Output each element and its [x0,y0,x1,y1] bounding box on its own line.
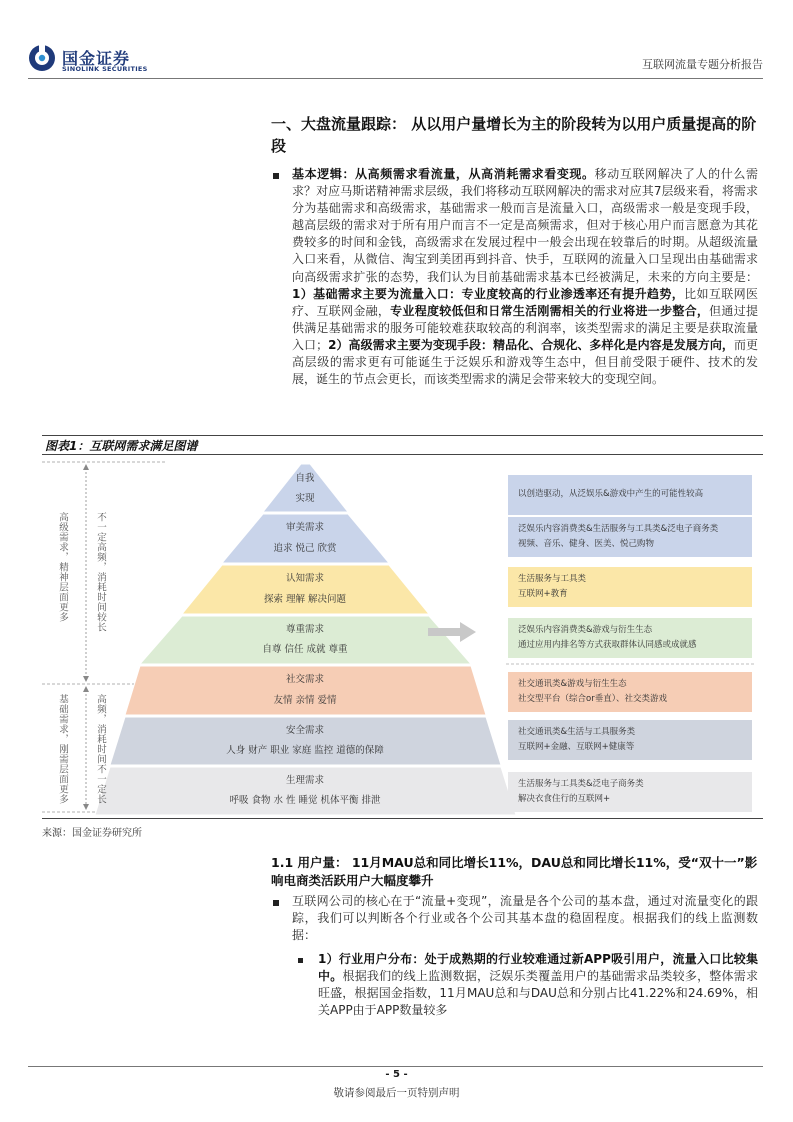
app-box-1 [508,475,752,515]
tier-3-desc: 探索 理解 解决问题 [263,594,347,605]
tier-7-desc: 呼吸 食物 水 性 睡觉 机体平衡 排泄 [229,795,381,806]
app-box-5-line1: 社交通讯类&游戏与衍生生态 [518,679,627,689]
report-title: 互联网流量专题分析报告 [642,58,763,71]
tier-1-desc: 实现 [295,493,315,504]
app-box-2 [508,517,752,557]
figure-title: 图表1：互联网需求满足图谱 [45,439,198,453]
basic-logic-paragraph [292,166,758,388]
tier-7-name: 生理需求 [285,775,325,786]
app-box-4 [508,618,752,658]
industry-lead: 1）行业用户分布：处于成熟期的行业较难通过新APP吸引用户，流量入口比较集中。 [318,952,758,984]
side-label-base-frequency: 高频，消耗时间不一定长 [95,694,106,804]
para-text-1: 移动互联网解决了人的什么需求？对应马斯诺精神需求层级，我们将移动互联网解决的需求对应其7层级来看，将需求分为基础需求和高级需求，基础需求一般而言是流量入口，高级需求一般是变现手段，越高层级的需求对于所有用户而言不一定是高频需求，但对于核心用户而言愿意为其花费较多的时间和金钱，高级需求在发展过程中一般会出现在较靠后的时期。从超级流量入口来看，从微信、淘宝到美团再到抖音、快手，互联网的流量入口呈现出由基础需求向高级需求扩张的态势，我们认为目前基础需求基本已经被满足，未来的方向主要是： [292,167,758,284]
tier-6-name: 安全需求 [285,725,325,736]
app-box-4-line2: 通过应用内排名等方式获取群体认同感或成就感 [518,640,697,650]
app-box-3 [508,567,752,607]
app-box-7 [508,772,752,812]
app-box-6 [508,720,752,760]
subsection-heading: 1.1 用户量： 11月MAU总和同比增长11%，DAU总和同比增长11%，受“双十一”影响电商类活跃用户大幅度攀升 [271,855,758,888]
app-box-6-line1: 社交通讯类&生活与工具服务类 [518,727,636,737]
bullet-icon [273,173,279,179]
app-box-4-line1: 泛娱乐内容消费类&游戏与衍生生态 [518,625,653,635]
para-bold-1: 1）基础需求主要为流量入口：专业度较高的行业渗透率还有提升趋势， [292,286,685,301]
figure-source: 来源：国金证券研究所 [42,828,142,839]
side-label-base-needs: 基础需求，刚需层面更多 [57,694,68,804]
industry-paragraph [318,951,758,1019]
bullet-icon [273,900,279,906]
side-label-high-frequency: 不一定高频，消耗时间较长 [95,512,106,632]
tier-5-desc: 友情 亲情 爱情 [273,695,337,706]
app-box-3-line2: 互联网+教育 [518,589,568,599]
tier-4-name: 尊重需求 [285,624,325,635]
industry-text: 根据我们的线上监测数据，泛娱乐类覆盖用户的基础需求品类较多，整体需求旺盛，根据国金指数，11月MAU总和与DAU总和分别占比41.22%和24.69%，相关APP由于APP数量较多 [318,969,758,1018]
sinolink-logo-icon [28,44,56,72]
header-divider [28,78,763,79]
para-text-2: 比如互联网医疗、互联网金融， [292,286,758,318]
disclaimer-note: 敬请参阅最后一页特别声明 [333,1087,460,1099]
para-bold-2: 专业程度较低但和日常生活刚需相关的行业将进一步整合， [390,303,710,318]
footer-divider [28,1066,763,1067]
para-bold-3: 2）高级需求主要为变现手段：精品化、合规化、多样化是内容是发展方向， [328,337,734,352]
tier-4-desc: 自尊 信任 成就 尊重 [262,644,348,655]
page-number: - 5 - [385,1069,408,1080]
tier-1-name: 自我 [295,473,315,484]
app-box-6-line2: 互联网+金融、互联网+健康等 [518,742,635,752]
app-box-3-line1: 生活服务与工具类 [518,574,587,584]
app-box-2-line1: 泛娱乐内容消费类&生活服务与工具类&泛电子商务类 [518,524,719,534]
app-box-5 [508,672,752,712]
page-header [28,44,763,76]
brand-name-en: SINOLINK SECURITIES [62,65,148,73]
core-paragraph: 互联网公司的核心在于“流量+变现”，流量是各个公司的基本盘，通过对流量变化的跟踪，我们可以判断各个行业或各个公司其基本盘的稳固程度。根据我们的线上监测数据： [292,894,758,943]
tier-2-name: 审美需求 [285,522,325,533]
tier-2-desc: 追求 悦己 欣赏 [273,543,337,554]
app-box-2-line2: 视频、音乐、健身、医美、悦己购物 [518,539,655,549]
figure-title-bar [42,435,763,455]
tier-1-shape [263,464,348,512]
para-text-4: 而更高层级的需求更有可能诞生于泛娱乐和游戏等生态中，但目前受限于硬件、技术的发展，诞生的节点会更长，而该类型需求的满足会带来较大的变现空间。 [292,337,758,387]
brand-name: 国金证券 [62,49,131,68]
app-box-7-line2: 解决衣食住行的互联网+ [518,794,611,804]
para-lead: 基本逻辑：从高频需求看流量，从高消耗需求看变现。 [292,167,595,181]
app-box-7-line1: 生活服务与工具类&泛电子商务类 [518,779,644,789]
para-text-3: 但通过提供满足基础需求的服务可能较难获取较高的利润率，该类型需求的满足主要是获取流量入口； [292,303,758,352]
figure-bottom-divider [42,818,763,819]
section-heading: 一、大盘流量跟踪： 从以用户量增长为主的阶段转为以用户质量提高的阶段 [271,115,757,155]
side-label-high-needs: 高级需求，精神层面更多 [57,512,68,622]
tier-5-name: 社交需求 [285,674,325,685]
app-box-1-line1: 以创造驱动，从泛娱乐&游戏中产生的可能性较高 [518,489,704,499]
sub-bullet-icon [298,958,303,963]
app-box-5-line2: 社交型平台（综合or垂直）、社交类游戏 [518,694,667,704]
tier-6-desc: 人身 财产 职业 家庭 监控 道德的保障 [226,745,384,756]
tier-3-name: 认知需求 [285,573,325,584]
